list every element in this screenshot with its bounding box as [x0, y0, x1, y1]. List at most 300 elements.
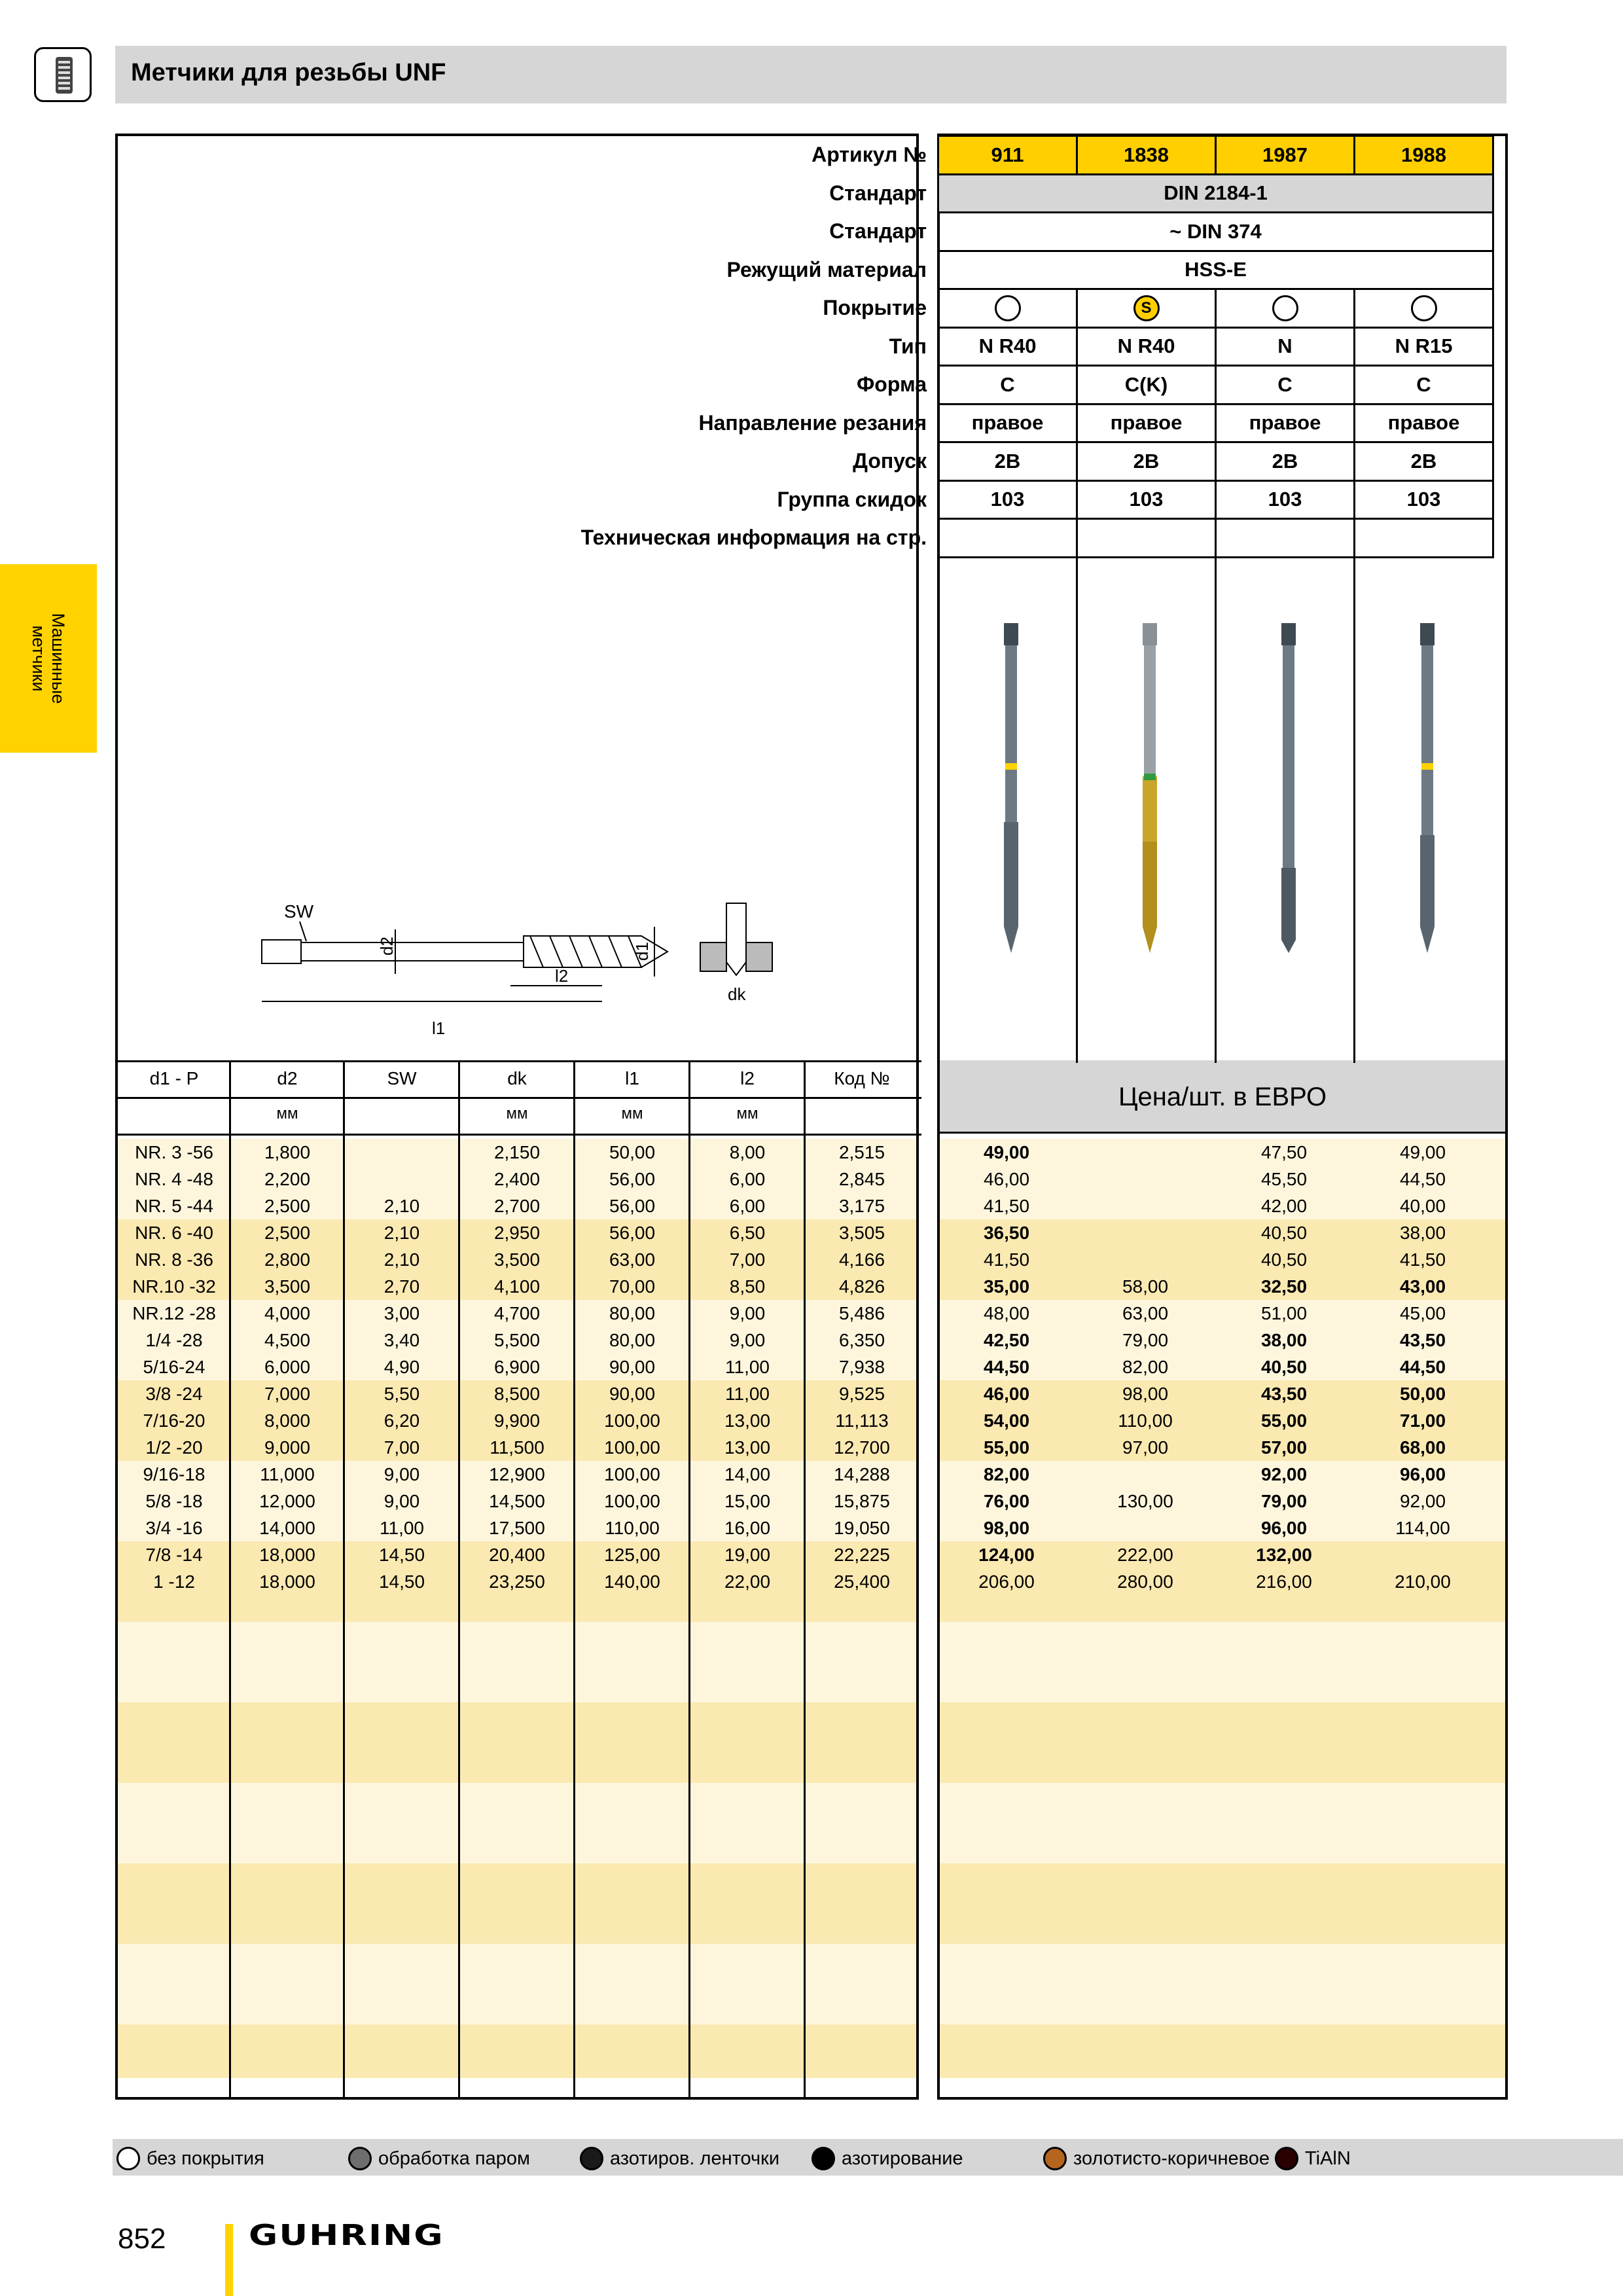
table-cell-d1p: 5/8 -18: [145, 1491, 203, 1511]
price-cell-1988: 41,50: [1399, 1249, 1446, 1270]
spec-label: Стандарт: [829, 181, 927, 205]
price-cell-911: 44,50: [983, 1357, 1030, 1377]
table-cell-sw: 2,10: [383, 1249, 420, 1270]
table-cell-d2: 8,000: [264, 1410, 311, 1431]
table-cell-code: 2,845: [838, 1169, 885, 1189]
tech-info-cell: [937, 518, 1078, 558]
price-cell-1988: 210,00: [1395, 1571, 1451, 1592]
table-cell-sw: 5,50: [383, 1384, 420, 1404]
table-cell-d1p: NR. 6 -40: [135, 1223, 213, 1243]
article-number: 1987: [1215, 135, 1355, 175]
price-cell-911: 46,00: [983, 1169, 1030, 1189]
table-cell-l2: 8,00: [729, 1142, 766, 1162]
side-tab-line1: Машинные: [48, 613, 68, 704]
price-cell-1988: 43,00: [1399, 1276, 1446, 1297]
type-cell: N R40: [1076, 327, 1217, 367]
row-stripe-left: [118, 1810, 916, 1837]
table-cell-dk: 2,150: [493, 1142, 541, 1162]
spec-label: Допуск: [853, 449, 927, 473]
price-cell-1988: 40,00: [1399, 1196, 1446, 1216]
table-cell-dk: 2,700: [493, 1196, 541, 1216]
legend-label: без покрытия: [147, 2147, 264, 2169]
table-cell-code: 19,050: [834, 1518, 890, 1538]
table-cell-d1p: NR. 5 -44: [135, 1196, 213, 1216]
spec-label: Артикул №: [812, 143, 927, 166]
footer-accent-bar: [225, 2224, 233, 2296]
table-cell-l2: 8,50: [729, 1276, 766, 1297]
table-cell-l2: 13,00: [724, 1437, 771, 1458]
row-stripe-right: [940, 1971, 1505, 1998]
row-stripe-right: [940, 1890, 1505, 1917]
type-cell: N R40: [937, 327, 1078, 367]
table-cell-l1: 100,00: [604, 1410, 660, 1431]
price-cell-1838: 110,00: [1118, 1410, 1173, 1431]
table-cell-l2: 16,00: [724, 1518, 771, 1538]
tap-drawing: [249, 884, 798, 1047]
legend-item: [116, 2145, 264, 2172]
table-cell-d2: 2,500: [264, 1196, 311, 1216]
column-header: Код №: [834, 1068, 890, 1088]
legend-item: [1275, 2145, 1351, 2172]
price-cell-1988: 49,00: [1399, 1142, 1446, 1162]
row-stripe-left: [118, 1917, 916, 1944]
price-cell-1987: 96,00: [1260, 1518, 1308, 1538]
table-cell-dk: 6,900: [493, 1357, 541, 1377]
row-stripe-left: [118, 2024, 916, 2051]
price-cell-1838: 222,00: [1117, 1545, 1173, 1565]
direction-cell: правое: [937, 403, 1078, 444]
table-cell-dk: 17,500: [489, 1518, 545, 1538]
row-stripe-right: [940, 1998, 1505, 2024]
price-cell-1838: 79,00: [1122, 1330, 1169, 1350]
price-column-divider: [1215, 551, 1217, 1063]
table-cell-l1: 140,00: [604, 1571, 660, 1592]
table-cell-sw: 11,00: [380, 1518, 424, 1538]
coating-cell: [937, 288, 1078, 329]
table-cell-l1: 110,00: [605, 1518, 660, 1538]
table-cell-code: 11,113: [835, 1410, 889, 1431]
row-stripe-right: [940, 1702, 1505, 1729]
table-cell-sw: 7,00: [383, 1437, 420, 1458]
row-stripe-left: [118, 2051, 916, 2078]
price-cell-911: 42,50: [983, 1330, 1030, 1350]
table-cell-code: 2,515: [838, 1142, 885, 1162]
standard-2: ~ DIN 374: [937, 211, 1494, 252]
discount-group-cell: 103: [1076, 480, 1217, 520]
table-cell-sw: 4,90: [383, 1357, 420, 1377]
table-cell-l1: 125,00: [604, 1545, 660, 1565]
row-stripe-left: [118, 1676, 916, 1702]
article-number: 911: [937, 135, 1078, 175]
price-cell-911: 46,00: [983, 1384, 1030, 1404]
table-cell-d1p: NR.10 -32: [132, 1276, 216, 1297]
coating-none-icon: [1272, 295, 1298, 321]
drawing-label-sw: SW: [284, 901, 314, 922]
table-cell-l2: 6,00: [729, 1169, 766, 1189]
row-stripe-left: [118, 1622, 916, 1649]
price-cell-1987: 216,00: [1256, 1571, 1312, 1592]
price-cell-1987: 51,00: [1260, 1303, 1308, 1323]
column-header: d1 - P: [149, 1068, 199, 1088]
price-cell-911: 41,50: [983, 1249, 1030, 1270]
row-stripe-left: [118, 1971, 916, 1998]
tool-image-1987: [1281, 623, 1296, 953]
table-cell-d2: 4,500: [264, 1330, 311, 1350]
table-cell-d2: 14,000: [259, 1518, 315, 1538]
table-cell-code: 14,288: [834, 1464, 890, 1484]
table-cell-l2: 9,00: [729, 1303, 766, 1323]
table-cell-dk: 14,500: [489, 1491, 545, 1511]
table-cell-dk: 8,500: [493, 1384, 541, 1404]
standard-1: DIN 2184-1: [937, 173, 1494, 214]
table-cell-dk: 20,400: [489, 1545, 545, 1565]
row-stripe-left: [118, 1890, 916, 1917]
table-cell-l1: 100,00: [604, 1464, 660, 1484]
legend-coating-icon: [580, 2147, 603, 2170]
legend-label: TiAlN: [1305, 2147, 1351, 2169]
price-cell-1988: 68,00: [1399, 1437, 1446, 1458]
table-cell-l2: 9,00: [729, 1330, 766, 1350]
legend-coating-icon: [348, 2147, 372, 2170]
table-cell-d1p: NR. 3 -56: [135, 1142, 213, 1162]
form-cell: C(K): [1076, 365, 1217, 405]
legend-item: [348, 2145, 530, 2172]
tolerance-cell: 2B: [1215, 441, 1355, 482]
table-cell-sw: [344, 1139, 459, 1166]
table-cell-l2: 13,00: [724, 1410, 771, 1431]
price-header: Цена/шт. в ЕВРО: [940, 1060, 1505, 1134]
price-cell-1838: [1080, 1193, 1211, 1219]
price-cell-1987: 43,50: [1260, 1384, 1308, 1404]
legend-coating-icon: [1275, 2147, 1298, 2170]
legend-label: золотисто-коричневое: [1073, 2147, 1270, 2169]
coating-steam-icon: S: [1133, 295, 1160, 321]
drawing-label-l1: l1: [432, 1018, 446, 1038]
table-cell-d1p: 1/4 -28: [145, 1330, 203, 1350]
column-header: d2: [277, 1068, 298, 1088]
table-header-bottom-line: [115, 1134, 921, 1136]
table-cell-sw: 3,40: [383, 1330, 420, 1350]
row-stripe-left: [118, 1863, 916, 1890]
table-cell-l1: 56,00: [609, 1223, 656, 1243]
table-cell-code: 25,400: [834, 1571, 890, 1592]
row-stripe-left: [118, 1702, 916, 1729]
row-stripe-left: [118, 1837, 916, 1863]
table-header-top-line: [115, 1060, 921, 1062]
price-cell-1987: 47,50: [1260, 1142, 1308, 1162]
price-cell-1988: [1357, 1541, 1488, 1568]
table-cell-l2: 22,00: [724, 1571, 771, 1592]
form-cell: C: [1353, 365, 1494, 405]
price-cell-1988: 114,00: [1395, 1518, 1450, 1538]
row-stripe-right: [940, 1676, 1505, 1702]
row-stripe-left: [118, 1729, 916, 1756]
table-cell-dk: 3,500: [493, 1249, 541, 1270]
table-cell-d1p: 7/16-20: [143, 1410, 205, 1431]
table-cell-sw: 3,00: [383, 1303, 420, 1323]
brand-logo: GUHRING: [249, 2219, 444, 2252]
tech-info-cell: [1215, 518, 1355, 558]
table-cell-dk: 11,500: [490, 1437, 544, 1458]
price-cell-1988: 38,00: [1399, 1223, 1446, 1243]
table-cell-sw: 9,00: [383, 1491, 420, 1511]
price-cell-1988: 50,00: [1399, 1384, 1446, 1404]
table-cell-l1: 56,00: [609, 1196, 656, 1216]
coating-cell: [1215, 288, 1355, 329]
row-stripe-right: [940, 2051, 1505, 2078]
drawing-label-dk: dk: [728, 984, 746, 1004]
table-cell-dk: 2,400: [493, 1169, 541, 1189]
discount-group-cell: 103: [1353, 480, 1494, 520]
drawing-label-l2: l2: [555, 966, 569, 986]
column-header: dk: [507, 1068, 527, 1088]
tool-images: [940, 560, 1505, 1058]
row-stripe-right: [940, 1649, 1505, 1676]
drawing-label-d2: d2: [377, 937, 397, 956]
table-cell-sw: 9,00: [383, 1464, 420, 1484]
row-stripe-right: [940, 1917, 1505, 1944]
price-cell-1987: 79,00: [1260, 1491, 1308, 1511]
row-stripe-right: [940, 1810, 1505, 1837]
price-cell-1987: 40,50: [1260, 1223, 1308, 1243]
spec-label: Техническая информация на стр.: [580, 526, 927, 549]
coating-none-icon: [1411, 295, 1437, 321]
column-unit: мм: [506, 1105, 528, 1122]
legend-item: [580, 2145, 779, 2172]
table-cell-d1p: NR. 8 -36: [135, 1249, 213, 1270]
table-cell-l1: 90,00: [609, 1357, 656, 1377]
table-cell-l2: 19,00: [724, 1545, 771, 1565]
header-bar: [115, 46, 1507, 103]
table-cell-d2: 3,500: [264, 1276, 311, 1297]
price-cell-1987: 45,50: [1260, 1169, 1308, 1189]
price-cell-1987: 32,50: [1260, 1276, 1308, 1297]
price-cell-1987: 40,50: [1260, 1249, 1308, 1270]
table-cell-dk: 23,250: [489, 1571, 545, 1592]
type-cell: N: [1215, 327, 1355, 367]
row-stripe-right: [940, 1595, 1505, 1622]
table-cell-l1: 100,00: [604, 1437, 660, 1458]
table-cell-l1: 63,00: [609, 1249, 656, 1270]
spec-label: Тип: [889, 334, 927, 358]
table-cell-d1p: NR. 4 -48: [135, 1169, 213, 1189]
legend-item: [812, 2145, 963, 2172]
drawing-label-d1: d1: [632, 942, 652, 961]
price-cell-1838: 82,00: [1122, 1357, 1169, 1377]
table-cell-d2: 6,000: [264, 1357, 311, 1377]
price-cell-1988: 92,00: [1399, 1491, 1446, 1511]
price-cell-911: 54,00: [983, 1410, 1030, 1431]
tool-image-1838: [1143, 623, 1157, 953]
table-cell-d1p: 5/16-24: [143, 1357, 205, 1377]
table-cell-code: 6,350: [838, 1330, 885, 1350]
legend-coating-icon: [812, 2147, 835, 2170]
legend-label: азотирование: [842, 2147, 963, 2169]
legend-label: обработка паром: [378, 2147, 530, 2169]
price-column-divider: [1076, 551, 1078, 1063]
row-stripe-right: [940, 1756, 1505, 1783]
price-cell-911: 82,00: [983, 1464, 1030, 1484]
price-cell-911: 48,00: [983, 1303, 1030, 1323]
table-cell-code: 3,505: [838, 1223, 885, 1243]
price-cell-1987: 57,00: [1260, 1437, 1308, 1458]
table-header-mid-line: [115, 1097, 921, 1099]
coating-cell: [1076, 288, 1217, 329]
price-cell-911: 41,50: [983, 1196, 1030, 1216]
page-number: 852: [118, 2223, 166, 2255]
table-cell-code: 4,826: [838, 1276, 885, 1297]
table-cell-l1: 80,00: [609, 1303, 656, 1323]
table-cell-d1p: 7/8 -14: [145, 1545, 203, 1565]
tolerance-cell: 2B: [937, 441, 1078, 482]
cutting-material: HSS-E: [937, 250, 1494, 291]
table-cell-d2: 1,800: [264, 1142, 311, 1162]
row-stripe-left: [118, 1649, 916, 1676]
row-stripe-right: [940, 1783, 1505, 1810]
table-cell-sw: 2,10: [383, 1223, 420, 1243]
price-cell-1988: 45,00: [1399, 1303, 1446, 1323]
price-cell-1987: 55,00: [1260, 1410, 1308, 1431]
tap-icon: [34, 47, 92, 102]
column-unit: мм: [621, 1105, 643, 1122]
column-header: l1: [625, 1068, 639, 1088]
price-cell-1988: 44,50: [1399, 1169, 1446, 1189]
table-cell-dk: 9,900: [493, 1410, 541, 1431]
legend-coating-icon: [1043, 2147, 1067, 2170]
price-cell-1987: 132,00: [1256, 1545, 1312, 1565]
price-cell-1838: [1080, 1515, 1211, 1541]
article-number: 1988: [1353, 135, 1494, 175]
price-cell-1838: 63,00: [1122, 1303, 1169, 1323]
row-stripe-left: [118, 1998, 916, 2024]
table-cell-d1p: 1/2 -20: [145, 1437, 203, 1458]
legend-coating-icon: [116, 2147, 140, 2170]
price-cell-1988: 43,50: [1399, 1330, 1446, 1350]
coating-none-icon: [995, 295, 1021, 321]
table-cell-l2: 11,00: [725, 1384, 770, 1404]
table-cell-d1p: 1 -12: [153, 1571, 195, 1592]
side-tab: [0, 564, 97, 753]
row-stripe-right: [940, 1944, 1505, 1971]
table-cell-l1: 100,00: [604, 1491, 660, 1511]
table-cell-l2: 7,00: [729, 1249, 766, 1270]
row-stripe-right: [940, 1622, 1505, 1649]
table-cell-sw: 2,10: [383, 1196, 420, 1216]
direction-cell: правое: [1353, 403, 1494, 444]
spec-label: Стандарт: [829, 219, 927, 243]
price-cell-1838: [1080, 1219, 1211, 1246]
table-cell-l2: 15,00: [724, 1491, 771, 1511]
row-stripe-right: [940, 2024, 1505, 2051]
spec-label: Форма: [856, 372, 927, 396]
table-cell-l1: 90,00: [609, 1384, 656, 1404]
table-cell-l2: 6,50: [729, 1223, 766, 1243]
direction-cell: правое: [1076, 403, 1217, 444]
tolerance-cell: 2B: [1076, 441, 1217, 482]
table-cell-code: 22,225: [834, 1545, 890, 1565]
price-cell-1988: 44,50: [1399, 1357, 1446, 1377]
price-cell-1987: 42,00: [1260, 1196, 1308, 1216]
price-cell-911: 55,00: [983, 1437, 1030, 1458]
column-unit: мм: [736, 1105, 758, 1122]
tech-info-cell: [1076, 518, 1217, 558]
column-unit: мм: [276, 1105, 298, 1122]
table-cell-dk: 2,950: [493, 1223, 541, 1243]
table-cell-d2: 2,200: [264, 1169, 311, 1189]
price-cell-911: 206,00: [978, 1571, 1035, 1592]
table-cell-l1: 70,00: [609, 1276, 656, 1297]
price-cell-1838: 130,00: [1117, 1491, 1173, 1511]
table-cell-d1p: 3/4 -16: [145, 1518, 203, 1538]
table-cell-code: 7,938: [838, 1357, 885, 1377]
row-stripe-left: [118, 1783, 916, 1810]
table-cell-d2: 18,000: [259, 1545, 315, 1565]
column-header: l2: [740, 1068, 755, 1088]
direction-cell: правое: [1215, 403, 1355, 444]
table-cell-d2: 11,000: [260, 1464, 315, 1484]
table-cell-d2: 7,000: [264, 1384, 311, 1404]
table-cell-sw: 14,50: [378, 1545, 425, 1565]
table-cell-code: 9,525: [838, 1384, 885, 1404]
side-tab-line2: метчики: [29, 625, 48, 692]
price-cell-911: 76,00: [983, 1491, 1030, 1511]
form-cell: C: [937, 365, 1078, 405]
tech-info-cell: [1353, 518, 1494, 558]
table-cell-l1: 56,00: [609, 1169, 656, 1189]
row-stripe-left: [118, 1944, 916, 1971]
legend-item: [1043, 2145, 1270, 2172]
price-cell-1988: 71,00: [1399, 1410, 1446, 1431]
table-cell-d1p: 3/8 -24: [145, 1384, 203, 1404]
table-cell-d2: 9,000: [264, 1437, 311, 1458]
table-cell-l1: 80,00: [609, 1330, 656, 1350]
discount-group-cell: 103: [1215, 480, 1355, 520]
price-column-divider: [1353, 551, 1355, 1063]
table-cell-l1: 50,00: [609, 1142, 656, 1162]
price-cell-1988: 96,00: [1399, 1464, 1446, 1484]
table-cell-d2: 4,000: [264, 1303, 311, 1323]
spec-label: Режущий материал: [726, 257, 927, 281]
price-cell-1838: [1080, 1139, 1211, 1166]
coating-cell: [1353, 288, 1494, 329]
row-stripe-left: [118, 1595, 916, 1622]
form-cell: C: [1215, 365, 1355, 405]
table-cell-d2: 2,500: [264, 1223, 311, 1243]
column-header: SW: [387, 1068, 417, 1088]
price-cell-911: 35,00: [983, 1276, 1030, 1297]
price-cell-911: 124,00: [978, 1545, 1035, 1565]
table-cell-d1p: NR.12 -28: [132, 1303, 216, 1323]
legend-label: азотиров. ленточки: [610, 2147, 780, 2169]
price-cell-911: 98,00: [983, 1518, 1030, 1538]
row-stripe-right: [940, 1863, 1505, 1890]
type-cell: N R15: [1353, 327, 1494, 367]
table-cell-code: 3,175: [838, 1196, 885, 1216]
price-cell-911: 49,00: [983, 1142, 1030, 1162]
table-cell-code: 12,700: [834, 1437, 890, 1458]
price-cell-1838: [1080, 1246, 1211, 1273]
table-cell-sw: 6,20: [383, 1410, 420, 1431]
spec-label: Направление резания: [698, 410, 927, 435]
table-cell-sw: [344, 1166, 459, 1193]
price-cell-1838: 97,00: [1122, 1437, 1169, 1458]
table-cell-d1p: 9/16-18: [143, 1464, 205, 1484]
table-cell-dk: 4,100: [493, 1276, 541, 1297]
table-cell-code: 15,875: [834, 1491, 890, 1511]
table-cell-l2: 14,00: [724, 1464, 771, 1484]
discount-group-cell: 103: [937, 480, 1078, 520]
price-cell-1838: 280,00: [1117, 1571, 1173, 1592]
